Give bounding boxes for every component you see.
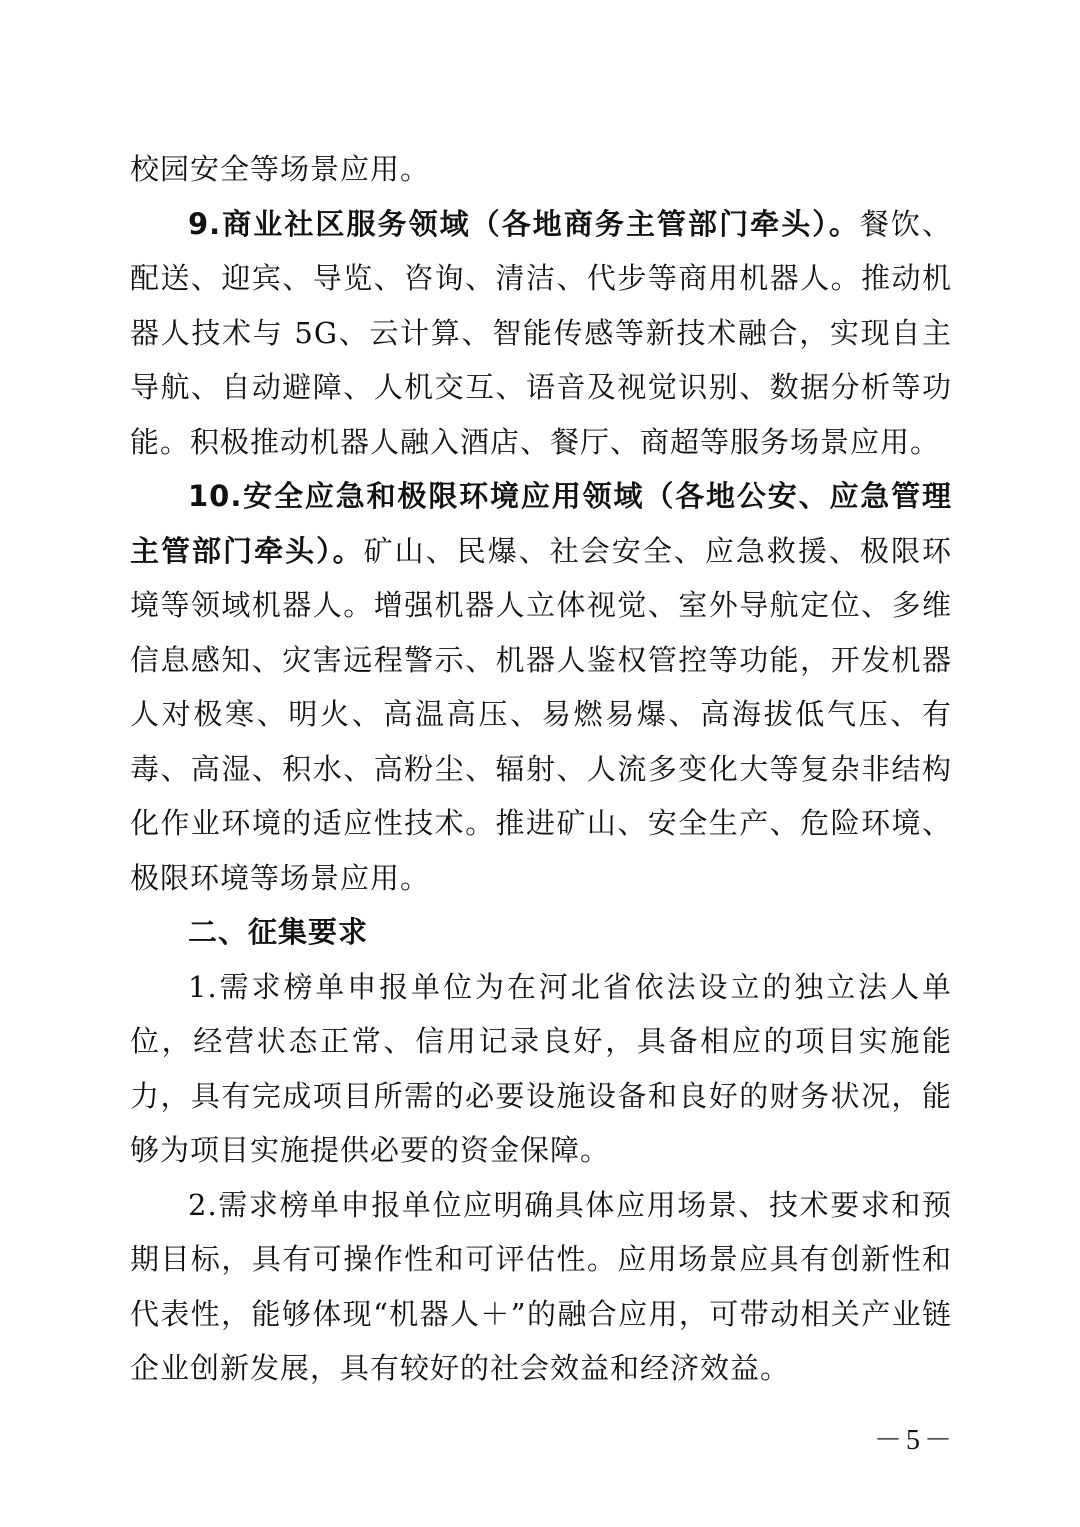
paragraph-text: 校园安全等场景应用。 bbox=[130, 152, 431, 186]
paragraph-continuation bbox=[130, 142, 952, 197]
requirement-item-2: 2.需求榜单申报单位应明确具体应用场景、技术要求和预期目标，具有可操作性和可评估性。应用场景应具有创新性和代表性，能够体现“机器人＋”的融合应用，可带动相关产业链企业创新发展，具有较好的社会效益和经济效益。 bbox=[130, 1187, 952, 1385]
paragraph-text: 餐饮、配送、迎宾、导览、咨询、清洁、代步等商用机器人。推动机器人技术与 5G、云计算、智能传感等新技术融合，实现自主导航、自动避障、人机交互、语音及视觉识别、数据分析等功能。积极推动机器人融入酒店、餐厅、商超等服务场景应用。 bbox=[130, 206, 952, 459]
paragraph-lead: 10.安全应急和极限环境应用领域（各地公安、应急管理主管部门牵头）。 bbox=[130, 479, 952, 568]
paragraph-text: 矿山、民爆、社会安全、应急救援、极限环境等领域机器人。增强机器人立体视觉、室外导航定位、多维信息感知、灾害远程警示、机器人鉴权管控等功能，开发机器人对极寒、明火、高温高压、易燃易爆、高海拔低气压、有毒、高湿、积水、高粉尘、辐射、人流多变化大等复杂非结构化作业环境的适应性技术。推进矿山、安全生产、危险环境、极限环境等场景应用。 bbox=[130, 533, 952, 895]
document-body bbox=[130, 142, 952, 1396]
section-heading: 二、征集要求 bbox=[188, 915, 369, 949]
paragraph-lead: 9.商业社区服务领域（各地商务主管部门牵头）。 bbox=[188, 206, 860, 241]
paragraph-safety-emergency bbox=[130, 469, 952, 905]
paragraph-commercial-community bbox=[130, 197, 952, 470]
requirement-item-1: 1.需求榜单申报单位为在河北省依法设立的独立法人单位，经营状态正常、信用记录良好，具备相应的项目实施能力，具有完成项目所需的必要设施设备和良好的财务状况，能够为项目实施提供必要的资金保障。 bbox=[130, 969, 952, 1167]
page-number: －5－ bbox=[873, 1425, 956, 1456]
